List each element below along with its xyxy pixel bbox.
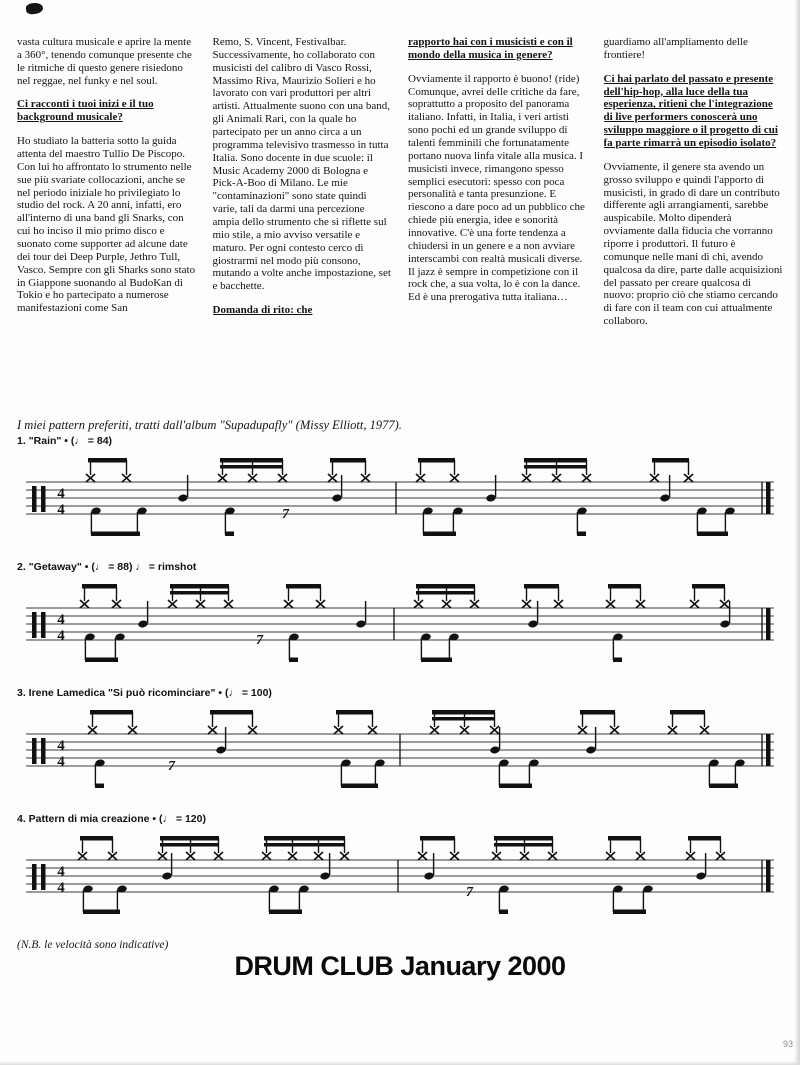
pattern-1-label: 1. "Rain" • (♩ = 84) (17, 435, 113, 447)
svg-text:4: 4 (57, 738, 65, 754)
article-columns (0, 0, 800, 412)
pattern-2 (17, 561, 792, 670)
svg-text:4: 4 (57, 864, 65, 880)
article-paragraph: vasta cultura musicale e aprire la mente a 360°, tenendo comunque presente che le ritmiche di questo genere risiedono nel reggae, nel funky e nel soul. (17, 36, 192, 87)
svg-text:4: 4 (57, 486, 65, 502)
article-paragraph: guardiamo all'ampliamento delle frontiere! (603, 36, 748, 61)
article-paragraph: Ovviamente il rapporto è buono! (ride) Comunque, avrei delle critiche da fare, soprattutto a proposito del panorama italiano. Infatti, in Italia, i veri artisti sono pochi ed un grande sviluppo di talenti femminili che fortunatamente portano nuova linfa vitale alla musica. I musicisti invece, rimangono spesso semplici esecutori: spesso con poca personalità e tanta presunzione. E riescono a dare poco ad un pubblico che chiede più energia, idee e sonorità innovative. C'è una forte tendenza a chiudersi in un genere e a non avviare interscambi con realtà musicali diverse. Il jazz è sempre in competizione con il rock che, a sua volta, lo è con la dance. Ed è una prerogativa tutta italiana… (408, 72, 585, 304)
interview-question: rapporto hai con i musicisti e con il mondo della musica in genere? (408, 36, 573, 61)
interview-question: Ci hai parlato del passato e presente dell'hip-hop, alla luce della tua esperienza, ritieni che l'integrazione di live performers conoscerà uno sviluppo maggiore o il progetto di cui fa parte rimarrà un episodio isolato? (603, 72, 778, 150)
interview-question: Ci racconti i tuoi inizi e il tuo background musicale? (17, 98, 154, 124)
article-column-4 (604, 36, 785, 412)
article-paragraph: Ho studiato la batteria sotto la guida attenta del maestro Tullio De Piscopo. Con lui ho affrontato lo strumento nelle sue più svariate collocazioni, anche se nel periodo iniziale ho privilegiato lo studio del rock. A 20 anni, infatti, ero all'interno di una band gli Snarks, con cui ho inciso il mio primo disco e suonato come supporter ad alcune date dei tour dei Deep Purple, Jethro Tull, Vasco. Sempre con gli Sharks sono stato in Giappone suonando al BudoKan di Tokio e ho partecipato a numerose manifestazioni come San (17, 135, 196, 315)
pattern-2-notation (17, 574, 783, 670)
patterns-section (0, 433, 800, 922)
pattern-4-notation (17, 826, 783, 922)
pattern-4-label: 4. Pattern di mia creazione • (♩ = 120) (17, 813, 206, 825)
patterns-caption: I miei pattern preferiti, tratti dall'album "Supadupafly" (Missy Elliott, 1977). (17, 418, 402, 432)
svg-text:7: 7 (466, 885, 473, 900)
pattern-4 (17, 813, 792, 922)
pattern-3 (17, 687, 792, 796)
svg-text:7: 7 (256, 633, 263, 648)
article-paragraph: Ovviamente, il genere sta avendo un grosso sviluppo e quindi l'apporto di musicisti, in grado di dare un contributo differente agli arrangiamenti, sarebbe auspicabile. Molto dipenderà ovviamente dalla fiducia che vorranno riporre i produttori. Il futuro è comunque nelle mani di chi, avendo qualcosa da dire, parte dalle acquisizioni del passato per creare qualcosa di nuovo: proprio ciò che stiamo cercando di fare con il team con cui attualmente collaboro. (603, 160, 783, 328)
pattern-1-notation (17, 448, 783, 544)
pattern-3-notation (17, 700, 783, 796)
svg-text:7: 7 (282, 507, 289, 522)
svg-text:4: 4 (57, 502, 65, 518)
svg-text:4: 4 (57, 628, 65, 644)
svg-text:7: 7 (168, 759, 175, 774)
svg-text:4: 4 (57, 612, 65, 628)
pattern-3-label: 3. Irene Lamedica "Si può ricominciare" • (♩ = 100) (17, 687, 272, 699)
pattern-2-label: 2. "Getaway" • (♩ = 88) ♩ = rimshot (17, 561, 197, 573)
svg-text:4: 4 (57, 754, 65, 770)
article-column-2 (213, 36, 394, 412)
nb-note: (N.B. le velocità sono indicative) (17, 939, 169, 951)
scan-bottom-shade (0, 1061, 800, 1065)
article-paragraph: Remo, S. Vincent, Festivalbar. Successivamente, ho collaborato con musicisti del calibro di Vasco Rossi, Massimo Riva, Maurizio Solieri e ho lavorato con vari produttori per altri artisti. Attualmente suono con una band, gli Animali Rari, con la quale ho partecipato per un anno circa a un programma televisivo trasmesso in tutta Italia. Sono docente in due scuole: il Music Academy 2000 di Bologna e Pick-A-Boo di Milano. Le mie "contaminazioni" sono state quindi varie, tali da darmi una percezione ampia dello strumento che si riflette sul mio stile, a mio avviso versatile e maturo. Per ogni contesto cerco di giostrarmi nel modo più consono, mutando a volte anche impostazione, set e bacchette. (212, 36, 391, 293)
article-column-3 (408, 36, 589, 412)
interview-question: Domanda di rito: che (212, 304, 313, 317)
page-number: 93 (782, 1039, 793, 1049)
magazine-footer-title: DRUM CLUB January 2000 (234, 951, 566, 981)
svg-text:4: 4 (57, 880, 65, 896)
pattern-1 (17, 435, 792, 544)
article-column-1 (17, 36, 198, 412)
